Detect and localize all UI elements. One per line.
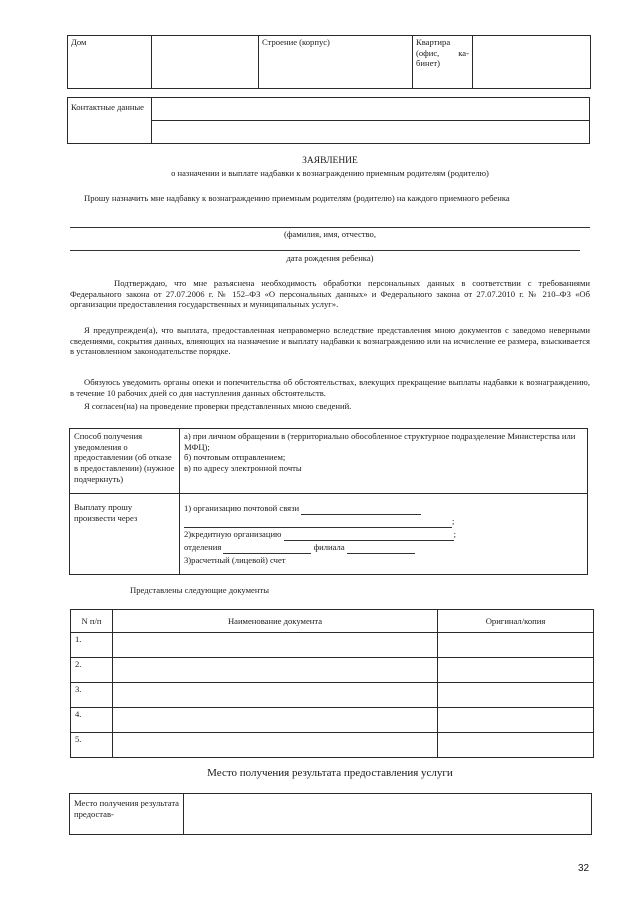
semicolon: ; — [452, 516, 455, 526]
branch-label: отделения — [184, 542, 222, 552]
row-number: 4. — [71, 708, 113, 733]
document-name-cell[interactable] — [113, 658, 438, 683]
birth-hint: дата рождения ребенка) — [286, 253, 374, 263]
table-row — [71, 658, 594, 683]
semicolon: ; — [453, 529, 457, 539]
document-name-cell[interactable] — [113, 683, 438, 708]
result-label: Место получения результата предостав- — [70, 794, 184, 835]
method-table — [69, 428, 588, 575]
consent-paragraph: Подтверждаю, что мне разъяснена необходимость обработки персональных данных в соответствии с требованиями Федерального закона от 27.07.2006 г. № 152–ФЗ «О персональных данных» и Федерального закона от 27.07.2010 г. № 210–ФЗ «Об организации предоставления государственных и муниципальных услуг». — [70, 278, 590, 310]
building-label: Строение (корпус) — [259, 36, 413, 89]
payment-label: Выплату прошу произвести через — [70, 494, 180, 575]
contact-field-1[interactable] — [152, 98, 590, 121]
row-number: 5. — [71, 733, 113, 758]
documents-intro: Представлены следующие документы — [130, 585, 269, 595]
document-name-cell[interactable] — [113, 633, 438, 658]
notification-option-personal[interactable]: а) при личном обращении в (территориально обособленное структурное подразделение Министерства или МФЦ); — [184, 431, 576, 452]
apartment-label: Квартира (офис, ка-бинет) — [413, 36, 473, 89]
result-field[interactable] — [184, 794, 592, 835]
documents-table — [70, 609, 594, 758]
post-office-field-2[interactable] — [184, 516, 455, 528]
result-table — [69, 793, 592, 835]
page-number: 32 — [578, 863, 590, 874]
table-row — [71, 733, 594, 758]
house-field[interactable] — [152, 36, 259, 89]
row-number: 3. — [71, 683, 113, 708]
col-type-header: Оригинал/копия — [438, 610, 594, 633]
house-label: Дом — [68, 36, 152, 89]
contact-table — [67, 97, 590, 144]
payment-option-post[interactable]: 1) организацию почтовой связи — [184, 503, 300, 513]
warning-paragraph: Я предупрежден(а), что выплата, предоставленная неправомерно вследствие представления мною документов с заведомо неверными сведениями, сокрытия данных, влияющих на назначение и выплату надбавки к вознаграждению или на исчисление ее размера, взыскивается в установленном законодательстве порядке. — [70, 325, 590, 357]
document-type-cell[interactable] — [438, 658, 594, 683]
filial-label: филиала — [313, 542, 345, 552]
birth-line[interactable] — [70, 250, 580, 251]
notification-label: Способ получения уведомления о предоставлении (об отказе в предоставлении) (нужное подчеркнуть) — [70, 429, 180, 494]
col-name-header: Наименование документа — [113, 610, 438, 633]
statement-title: ЗАЯВЛЕНИЕ — [302, 156, 358, 166]
payment-option-bank[interactable]: 2)кредитную организацию — [184, 529, 282, 539]
post-office-field[interactable] — [301, 505, 421, 515]
document-name-cell[interactable] — [113, 708, 438, 733]
result-heading: Место получения результата предоставления услуги — [207, 767, 453, 779]
branch-field[interactable] — [223, 544, 311, 554]
apartment-field[interactable] — [473, 36, 591, 89]
document-name-cell[interactable] — [113, 733, 438, 758]
table-row — [71, 708, 594, 733]
document-type-cell[interactable] — [438, 733, 594, 758]
payment-option-account[interactable]: 3)расчетный (лицевой) счет — [184, 555, 286, 565]
request-text: Прошу назначить мне надбавку к вознаграждению приемным родителям (родителю) на каждого приемного ребенка — [84, 193, 510, 203]
contact-field-2[interactable] — [152, 121, 590, 144]
notification-option-mail[interactable]: б) почтовым отправлением; — [184, 452, 286, 463]
table-row — [71, 633, 594, 658]
table-row — [71, 683, 594, 708]
address-table — [67, 35, 591, 89]
document-type-cell[interactable] — [438, 683, 594, 708]
bank-field[interactable] — [284, 529, 457, 541]
document-type-cell[interactable] — [438, 708, 594, 733]
obligation-paragraph: Обязуюсь уведомить органы опеки и попечительства об обстоятельствах, влекущих прекращение выплаты надбавки к вознаграждению, в течение 10 рабочих дней со дня наступления данных обстоятельств. — [70, 377, 590, 398]
verification-paragraph: Я согласен(на) на проведение проверки представленных мною сведений. — [84, 401, 352, 411]
name-hint: (фамилия, имя, отчество, — [283, 229, 376, 239]
document-type-cell[interactable] — [438, 633, 594, 658]
row-number: 2. — [71, 658, 113, 683]
contact-label: Контактные данные — [68, 98, 152, 144]
col-num-header: N п/п — [71, 610, 113, 633]
notification-option-email[interactable]: в) по адресу электронной почты — [184, 463, 302, 474]
statement-subtitle: о назначении и выплате надбавки к вознаграждению приемным родителям (родителю) — [171, 168, 489, 178]
filial-field[interactable] — [347, 544, 415, 554]
row-number: 1. — [71, 633, 113, 658]
name-line[interactable] — [70, 227, 590, 228]
